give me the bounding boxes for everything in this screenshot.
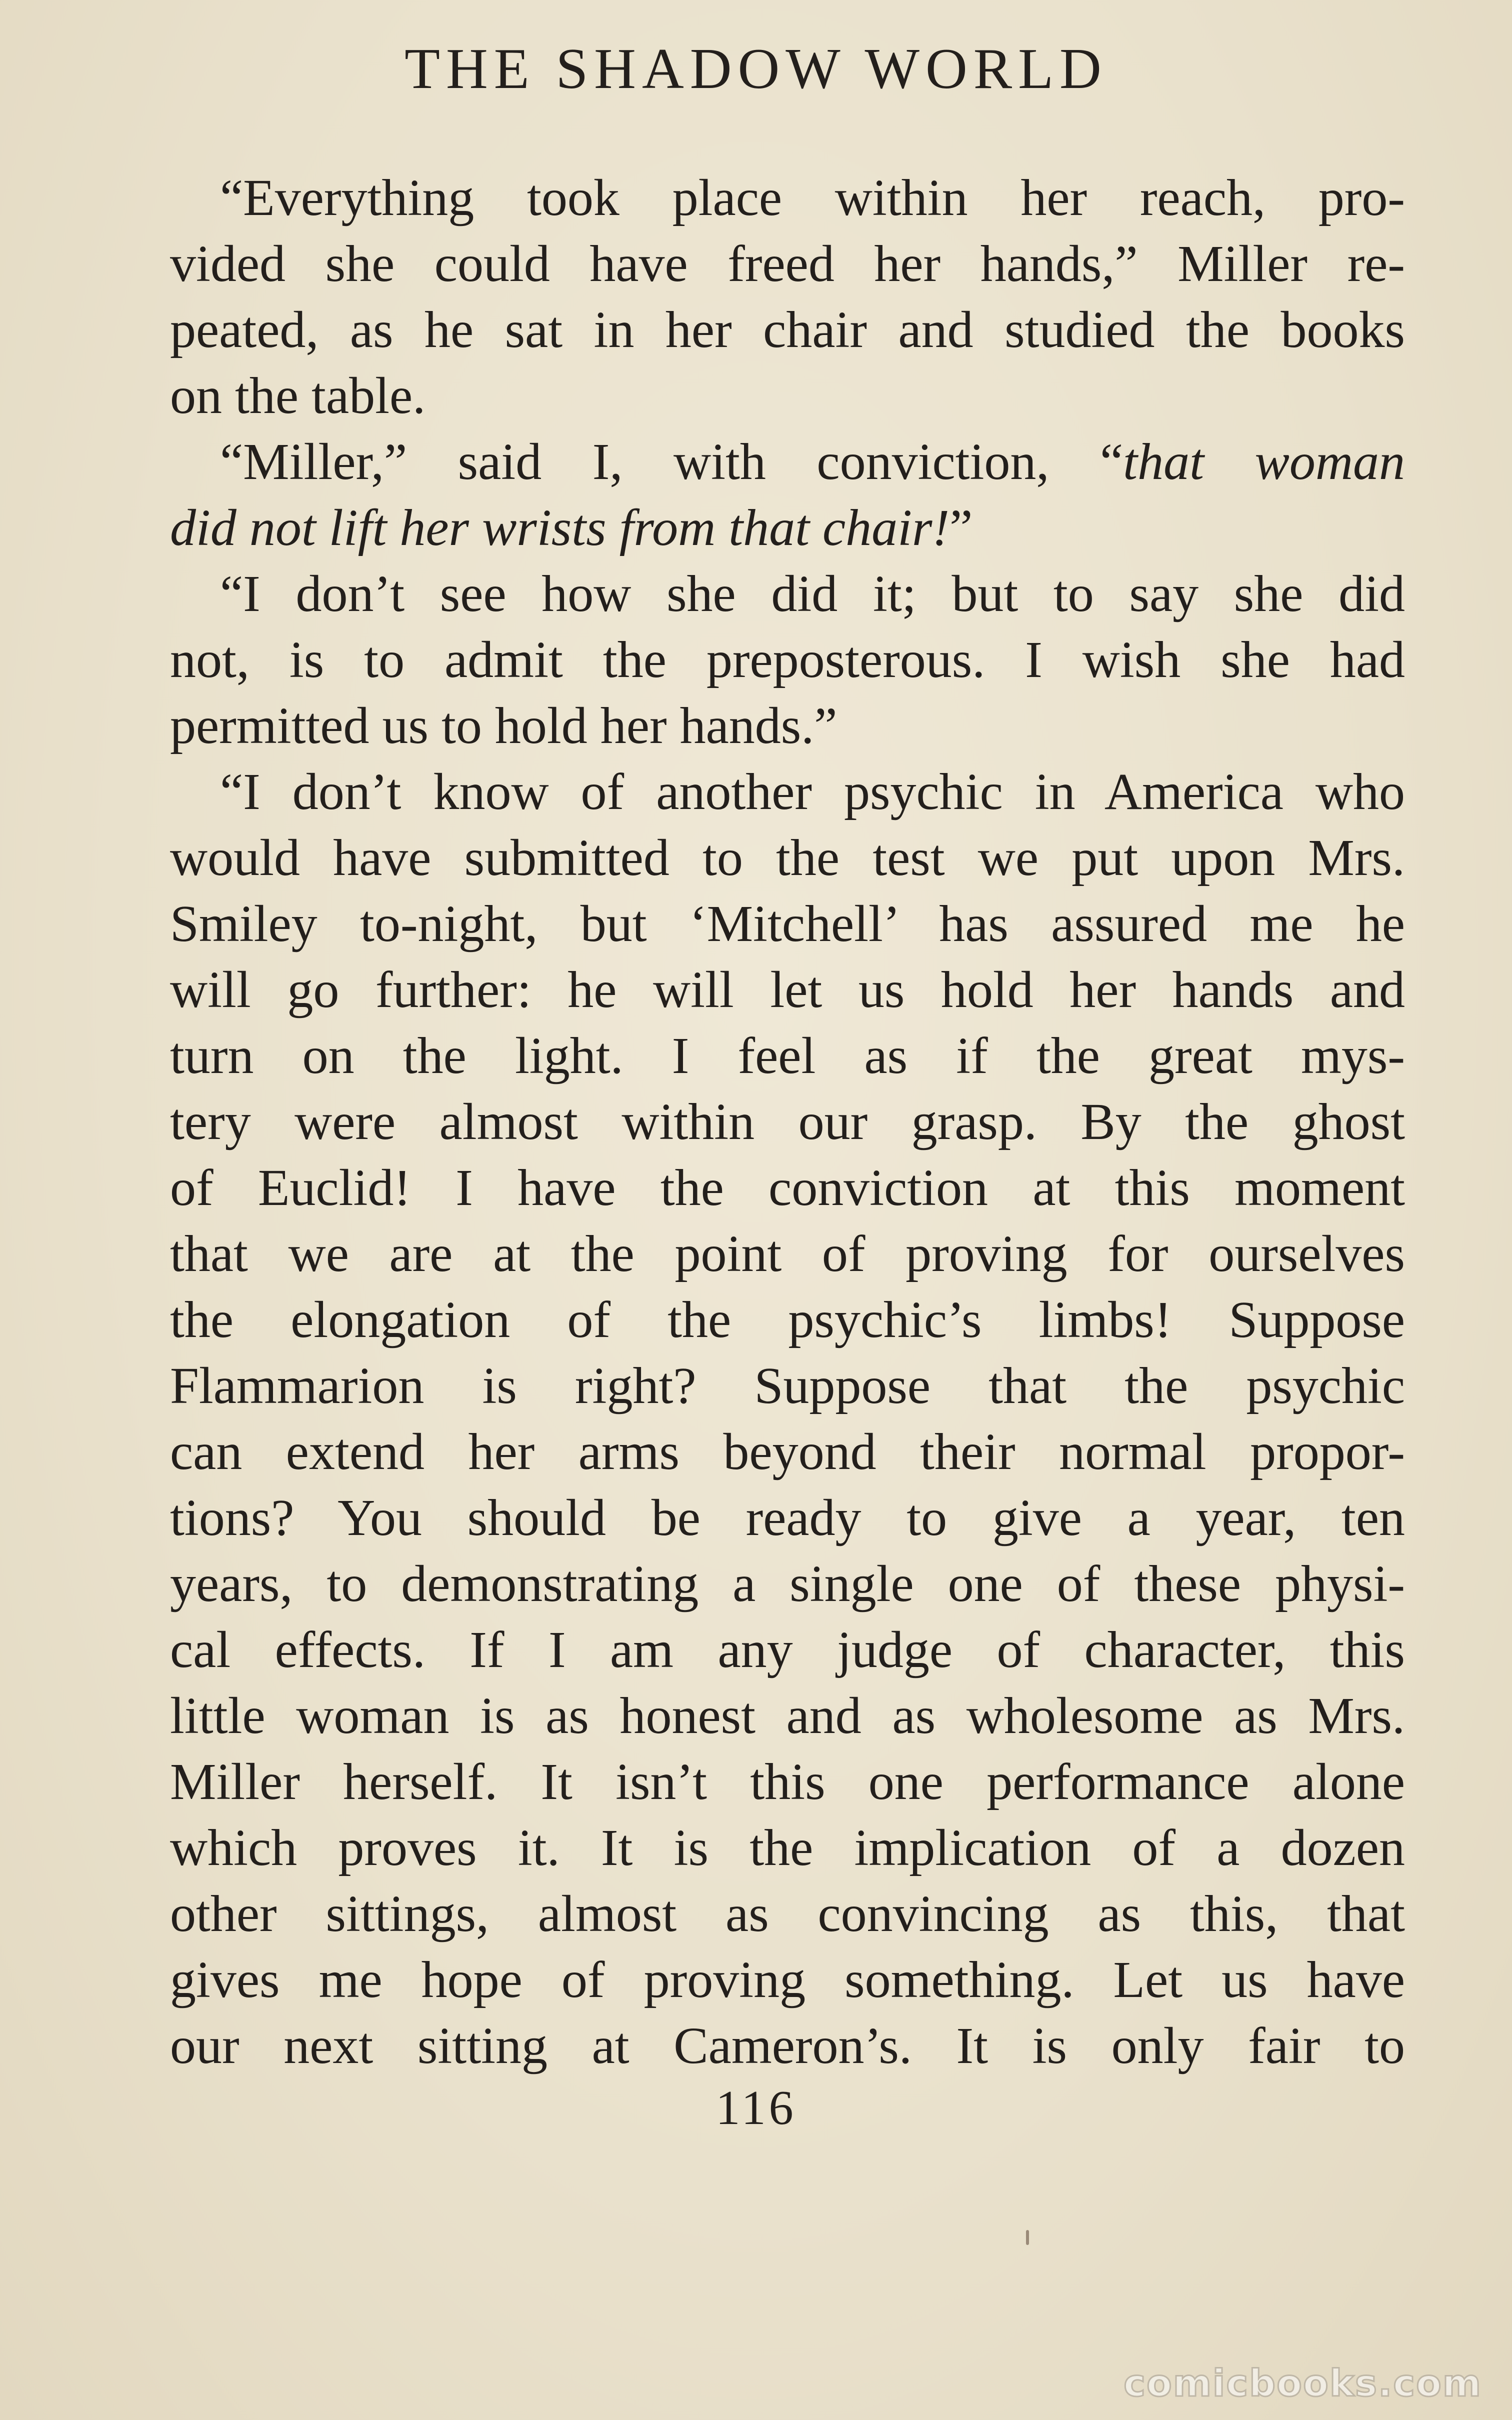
text-line-roman: other sittings, almost as convincing as this, that: [170, 1885, 1405, 1942]
running-head: THE SHADOW WORLD: [404, 37, 1108, 101]
text-line: [170, 1485, 1405, 1551]
text-line: [170, 1683, 1405, 1749]
text-line: [170, 1221, 1405, 1287]
text-line-roman: vided she could have freed her hands,” Miller re-: [170, 235, 1405, 292]
text-line-roman: “Everything took place within her reach, pro-: [220, 169, 1405, 226]
text-line: [170, 693, 1405, 759]
text-line-roman: on the table.: [170, 367, 426, 424]
text-line: [170, 1749, 1405, 1815]
text-line: [170, 1881, 1405, 1947]
text-line-roman: turn on the light. I feel as if the great mys-: [170, 1027, 1405, 1084]
text-line: [170, 1551, 1405, 1617]
text-line-roman: Miller herself. It isn’t this one performance alone: [170, 1753, 1405, 1810]
text-line-roman: can extend her arms beyond their normal propor-: [170, 1423, 1405, 1480]
text-line: [170, 1617, 1405, 1683]
text-line: [170, 825, 1405, 891]
text-line: [170, 957, 1405, 1023]
text-line-roman: gives me hope of proving something. Let us have: [170, 1951, 1405, 2008]
text-line-roman: tions? You should be ready to give a year, ten: [170, 1489, 1405, 1546]
text-line: [170, 2013, 1405, 2079]
text-line-roman: “Miller,” said I, with conviction, “: [220, 433, 1124, 490]
text-line-roman: the elongation of the psychic’s limbs! Suppose: [170, 1291, 1405, 1348]
text-line-roman: that we are at the point of proving for ourselves: [170, 1225, 1405, 1282]
text-line: [170, 1155, 1405, 1221]
text-line-roman: little woman is as honest and as wholesome as Mrs.: [170, 1687, 1405, 1744]
text-line-roman: not, is to admit the preposterous. I wish she had: [170, 631, 1405, 688]
text-line: [170, 627, 1405, 693]
text-line-roman: Smiley to-night, but ‘Mitchell’ has assured me he: [170, 895, 1405, 952]
text-line: [170, 1287, 1405, 1353]
text-line-roman: will go further: he will let us hold her hands and: [170, 961, 1405, 1018]
text-line-roman: permitted us to hold her hands.”: [170, 697, 838, 754]
text-line: [170, 759, 1405, 825]
text-line: [170, 1023, 1405, 1089]
watermark-logo: comicbooks.com: [1124, 2362, 1482, 2405]
text-line-roman: tery were almost within our grasp. By the ghost: [170, 1093, 1405, 1150]
text-line: [170, 297, 1405, 363]
paper-speck: [1026, 2230, 1029, 2245]
text-line-roman: which proves it. It is the implication of a dozen: [170, 1819, 1405, 1876]
body-text: [170, 165, 1405, 2079]
text-line-roman: peated, as he sat in her chair and studied the books: [170, 301, 1405, 358]
text-line-roman: years, to demonstrating a single one of these physi-: [170, 1555, 1405, 1612]
text-line: [170, 1353, 1405, 1419]
text-line: [170, 231, 1405, 297]
text-line-roman: would have submitted to the test we put upon Mrs.: [170, 829, 1405, 886]
page-number: 116: [716, 2081, 796, 2135]
text-line: [170, 429, 1405, 495]
text-line: [170, 891, 1405, 957]
text-line-roman: “I don’t see how she did it; but to say she did: [220, 565, 1405, 622]
text-line: [170, 1089, 1405, 1155]
text-line-roman: of Euclid! I have the conviction at this moment: [170, 1159, 1405, 1216]
text-line-roman: Flammarion is right? Suppose that the psychic: [170, 1357, 1405, 1414]
text-line: [170, 1947, 1405, 2013]
text-line-roman: our next sitting at Cameron’s. It is only fair to: [170, 2017, 1405, 2074]
text-line-italic: that woman: [1123, 433, 1406, 490]
text-line: [170, 165, 1405, 231]
text-line: [170, 363, 1405, 429]
text-line: [170, 495, 1405, 561]
text-line-roman: “I don’t know of another psychic in America who: [220, 763, 1405, 820]
text-line: [170, 1815, 1405, 1881]
text-line-closing-quote: ”: [950, 499, 973, 556]
text-line-roman: cal effects. If I am any judge of character, this: [170, 1621, 1405, 1678]
text-line: [170, 561, 1405, 627]
text-line: [170, 1419, 1405, 1485]
text-line-italic: did not lift her wrists from that chair!: [170, 499, 950, 556]
